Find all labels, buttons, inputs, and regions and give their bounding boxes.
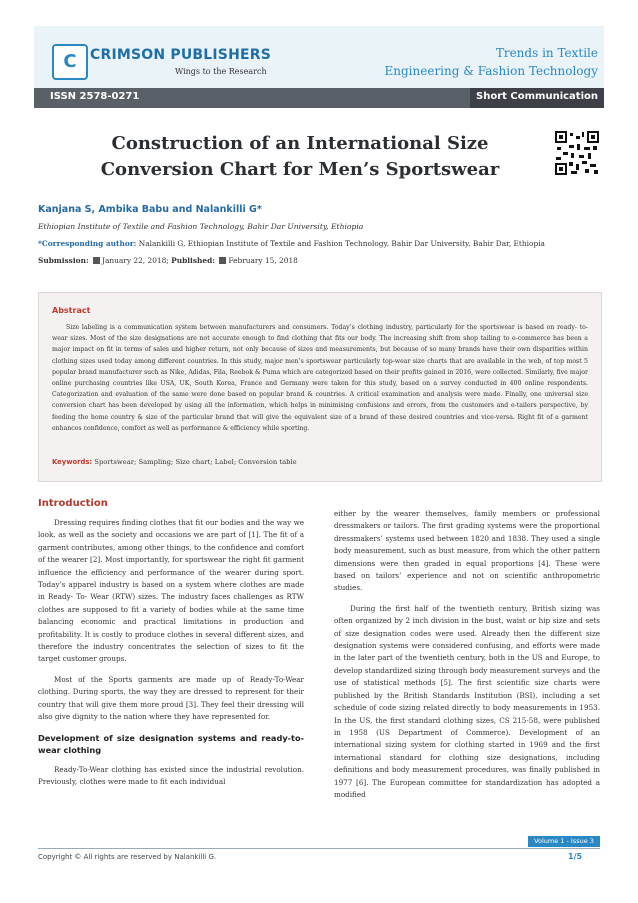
section-subheading: Development of size designation systems and ready-to-wear clothing	[38, 732, 304, 755]
journal-title-line2: Engineering & Fashion Technology	[384, 64, 598, 78]
submission-date: January 22, 2018;	[102, 256, 169, 265]
keywords	[52, 458, 297, 466]
article-title	[60, 131, 540, 183]
calendar-icon	[219, 257, 226, 264]
corresponding-author-text: Nalankilli G, Ethiopian Institute of Textile and Fashion Technology, Bahir Dar University, Bahir Dar, Ethiopia	[136, 239, 545, 248]
footer-divider	[38, 848, 600, 849]
paragraph: During the first half of the twentieth century, British sizing was often organized by 2 inch division in the bust, waist or hip size and sets of size designation codes were used. Already then the different size designation systems were considered confusing, and efforts were made in the later part of the twentieth century, both in the US and Europe, to develop standardized sizing through body measurement surveys and the use of statistical methods [5]. The first scientific size charts were published by the British Standards Institution (BSI), including a set schedule of code sizing related directly to body measurements in 1953. In the US, the first standard clothing sizes, CS 215-58, were published in 1958 (US Department of Commerce). Development of an international sizing system for clothing started in 1969 and the first international standard for clothing size designations, including definitions and body measurement procedures, was finally published in 1977 [6]. The European committee for standardization has adopted a modified	[334, 603, 600, 799]
affiliation: Ethiopian Institute of Textile and Fashion Technology, Bahir Dar University, Ethiopia	[38, 222, 364, 231]
calendar-icon	[93, 257, 100, 264]
corresponding-author-label: *Corresponding author:	[38, 239, 137, 248]
keywords-label: Keywords:	[52, 458, 93, 466]
journal-title-line1: Trends in Textile	[495, 46, 598, 60]
paragraph: either by the wearer themselves, family members or professional dressmakers or tailors. The first grading systems were the proportional dressmakers’ systems used between 1820 and 1838. They used a single body measurement, such as bust measure, from which the other pattern dimensions were then graded in equal proportions [4]. These were based on tailors’ experience and not on scientific anthropometric studies.	[334, 509, 600, 593]
page-number: 1/5	[568, 852, 583, 861]
issn-label: ISSN 2578-0271	[50, 91, 140, 102]
body-column-left	[38, 517, 304, 796]
keywords-list: Sportswear; Sampling; Size chart; Label; Conversion table	[92, 458, 297, 466]
journal-title	[338, 44, 598, 80]
qr-code-icon	[555, 131, 599, 175]
volume-badge: Volume 1 - Issue 3	[528, 836, 600, 847]
title-line1: Construction of an International Size	[111, 133, 489, 154]
publisher-logo: C	[52, 44, 88, 80]
publisher-name: CRIMSON PUBLISHERS	[90, 47, 272, 63]
article-dates	[38, 256, 298, 265]
paragraph: Most of the Sports garments are made up of Ready-To-Wear clothing. During sports, the way they are dressed to represent for their country that will give them more proud [3]. They feel their dressing will also give dignity to the nation where they have represented for.	[38, 674, 304, 722]
copyright: Copyright © All rights are reserved by Nalankilli G.	[38, 853, 217, 861]
publisher-tagline: Wings to the Research	[175, 67, 267, 76]
paragraph: Ready-To-Wear clothing has existed since the industrial revolution. Previously, clothes were made to fit each individual	[38, 764, 304, 786]
abstract-body: Size labeling is a communication system between manufacturers and consumers. Today’s clothing industry, particularly for the sportswear is based on ready- to- wear sizes. Most of the size designations are not accurate enough to find clothing that fits our body. The increasing shift from shop tailing to e-commerce has been a major impact on fit in terms of sales and higher return, not only because of sizes and measurements, but because of so many brands have their own disparities within clothing sizes used today among different countries. In this study, major men’s sportswear particularly top-wear size charts that are available in the web, of top most 5 popular brand manufacturer such as Nike, Adidas, Fila, Reebok & Puma which are categorized based on their profits gained in 2016, were collected. Similarly, five major online purchasing countries like USA, UK, South Korea, France and Germany were taken for this study, based on a survey conducted in 400 online respondents. Categorization and evaluation of the same were done based on popular brand & countries. A critical examination and analysis were made. Finally, one universal size conversion chart has been developed by using all the information, which helps in minimising confusions and errors, from the customers and e-tailers perspective, by feeding the home country & size of the particular brand that will give the equivalent size of a brand of these desired countries and vice-versa. Right fit of a garment enhances confidence, comfort as well as performance & efficiency while sporting.	[52, 324, 588, 432]
abstract-text	[52, 322, 588, 434]
published-date: February 15, 2018	[228, 256, 298, 265]
title-line2: Conversion Chart for Men’s Sportswear	[100, 159, 500, 180]
corresponding-author	[38, 239, 545, 248]
abstract-heading: Abstract	[52, 306, 91, 315]
paragraph: Dressing requires finding clothes that fit our bodies and the way we look, as well as the society and occasions we are part of [1]. The fit of a garment contributes, among other things, to the confidence and comfort of the wearer [2]. Most importantly, for sportswear the right fit garment influence the efficiency and performance of the wearer during sport. Today’s apparel industry is based on a system where clothes are made in Ready- To- Wear (RTW) sizes. The industry faces challenges as RTW clothes are supposed to fit a variety of bodies while at the same time balancing economic and practical limitations in production and profitability. It is costly to produce clothes in several different sizes, and therefore the industry concentrates the selection of sizes to fit the target customer groups.	[38, 518, 304, 664]
author-list: Kanjana S, Ambika Babu and Nalankilli G*	[38, 204, 262, 215]
submission-label: Submission:	[38, 256, 89, 265]
introduction-heading: Introduction	[38, 498, 108, 509]
article-type: Short Communication	[476, 91, 598, 102]
published-label: Published:	[171, 256, 216, 265]
body-column-right	[334, 508, 600, 809]
